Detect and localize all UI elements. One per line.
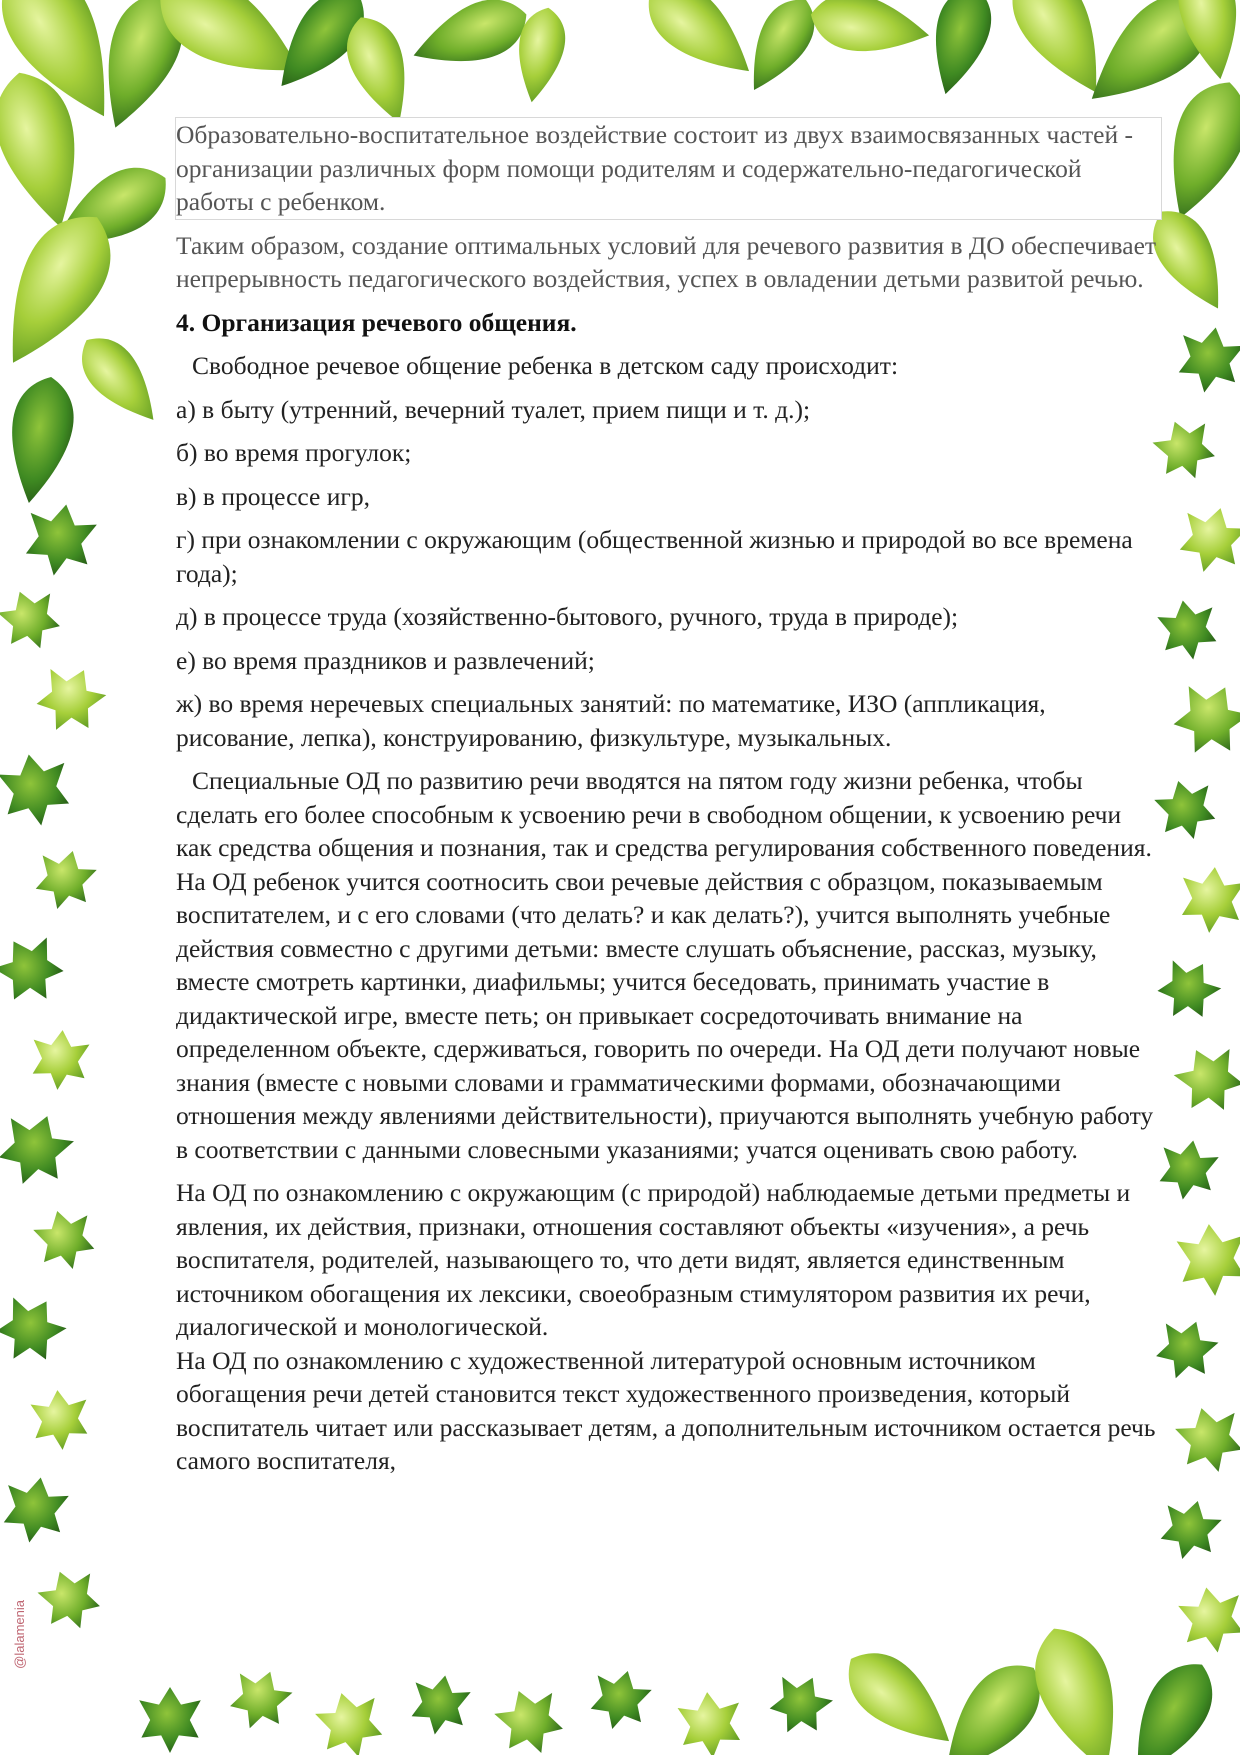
intro-paragraph-2: Таким образом, создание оптимальных условий для речевого развития в ДО обеспечивает непрерывность педагогического воздействия, успех в овладении детьми развитой речью. [176, 230, 1157, 293]
list-item-a: а) в быту (утренний, вечерний туалет, прием пищи и т. д.); [176, 394, 811, 424]
body-paragraph-3: На ОД по ознакомлению с художественной литературой основным источником обогащения речи детей становится текст художественного произведения, который воспитатель читает или рассказывает детям, а дополнительным источником остается речь самого воспитателя, [176, 1345, 1156, 1475]
body-paragraph-2: На ОД по ознакомлению с окружающим (с природой) наблюдаемые детьми предметы и явления, их действия, признаки, отношения составляют объекты «изучения», а речь воспитателя, родителей, называющего то, что дети видят, является единственным источником обогащения их лексики, своеобразным стимулятором развития их речи, диалогической и монологической. [176, 1178, 1131, 1341]
list-item-c: в) в процессе игр, [176, 481, 370, 511]
body-paragraph-1: Специальные ОД по развитию речи вводятся на пятом году жизни ребенка, чтобы сделать его более способным к усвоению речи в свободном общении, к усвоению речи как средства общения и познания, так и средства регулирования собственного поведения. На ОД ребенок учится соотносить свои речевые действия с образцом, показываемым воспитателем, и с его словами (что делать? и как делать?), учится выполнять учебные действия совместно с другими детьми: вместе слушать объяснение, рассказ, музыку, вместе смотреть картинки, диафильмы; учится беседовать, принимать участие в дидактической игре, вместе петь; он привыкает сосредоточивать внимание на определенном объекте, сдерживаться, говорить по очереди. На ОД дети получают новые знания (вместе с новыми словами и грамматическими формами, обозначающими отношения между явлениями действительности), приучаются выполнять учебную работу в соответствии с данными словесными указаниями; учатся оценивать свою работу. [176, 766, 1154, 1164]
intro-paragraph-1: Образовательно-воспитательное воздействие состоит из двух взаимосвязанных частей - организации различных форм помощи родителям и содержательно-педагогической работы с ребенком. [176, 118, 1161, 219]
list-item-f: е) во время праздников и развлечений; [176, 645, 595, 675]
list-item-d: г) при ознакомлении с окружающим (общественной жизнью и природой во все времена года); [176, 525, 1133, 588]
watermark: @lalamenia [12, 1600, 27, 1669]
left-leaves [0, 63, 180, 1638]
section-heading: 4. Организация речевого общения. [176, 307, 577, 337]
bottom-leaves [139, 1616, 1228, 1755]
list-item-b: б) во время прогулок; [176, 438, 412, 467]
list-item-e: д) в процессе труда (хозяйственно-бытового, ручного, труда в природе); [176, 602, 959, 631]
lead-paragraph: Свободное речевое общение ребенка в детском саду происходит: [192, 351, 899, 380]
document-body [176, 118, 1161, 1488]
list-item-g: ж) во время неречевых специальных занятий: по математике, ИЗО (аппликация, рисование, лепка), конструированию, физкультуре, музыкальных. [176, 689, 1046, 752]
